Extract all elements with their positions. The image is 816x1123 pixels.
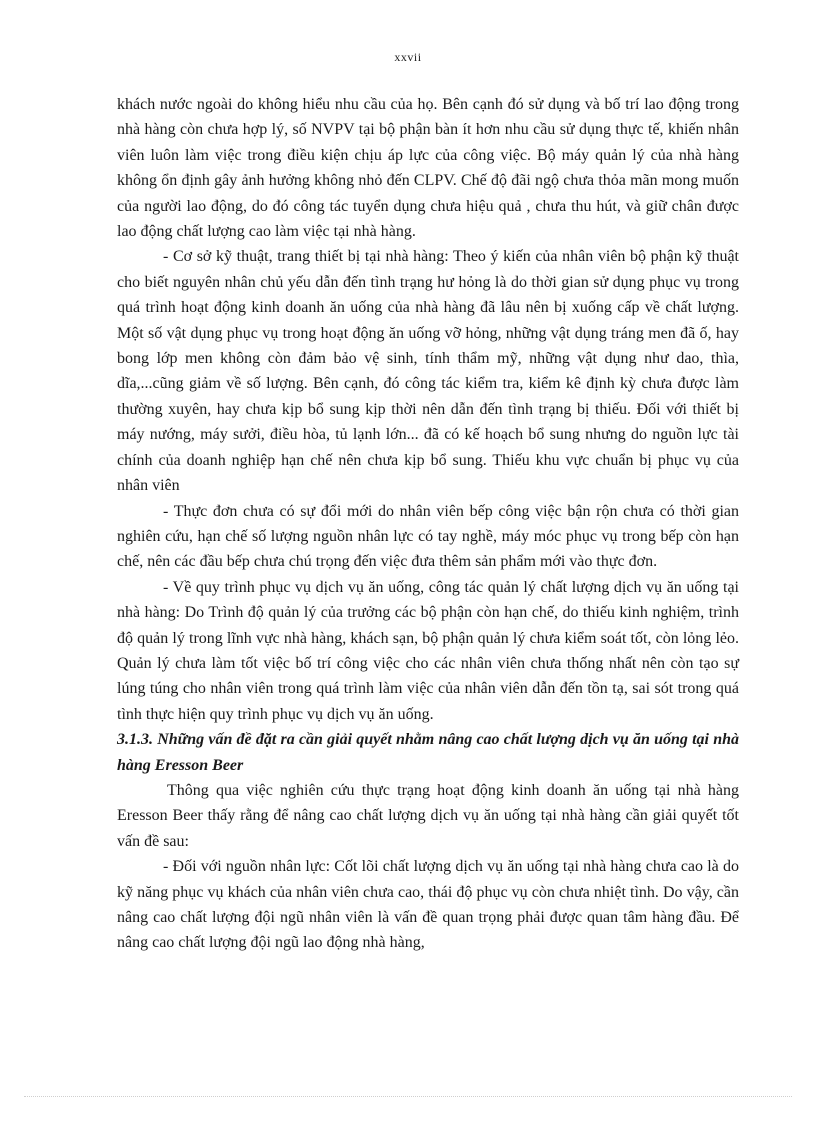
page-bottom-divider (24, 1096, 792, 1097)
paragraph-human-resources: - Đối với nguồn nhân lực: Cốt lõi chất lượng dịch vụ ăn uống tại nhà hàng chưa cao là do kỹ năng phục vụ khách của nhân viên chưa cao, thái độ phục vụ còn chưa nhiệt tình. Do vậy, cần nâng cao chất lượng đội ngũ nhân viên là vấn đề quan trọng phải được quan tâm hàng đầu. Để nâng cao chất lượng đội ngũ lao động nhà hàng, (117, 858, 739, 952)
section-heading: 3.1.3. Những vấn đề đặt ra cần giải quyết nhằm nâng cao chất lượng dịch vụ ăn uống tại nhà hàng Eresson Beer (117, 731, 739, 774)
page-number: xxvii (394, 50, 422, 64)
document-body (117, 92, 739, 956)
paragraph-menu: - Thực đơn chưa có sự đổi mới do nhân viên bếp công việc bận rộn chưa có thời gian nghiên cứu, hạn chế số lượng nguồn nhân lực có tay nghề, máy móc phục vụ trong bếp còn hạn chế, nên các đầu bếp chưa chú trọng đến việc đưa thêm sản phẩm mới vào thực đơn. (117, 502, 739, 571)
paragraph-staffing-continued: khách nước ngoài do không hiểu nhu cầu của họ. Bên cạnh đó sử dụng và bố trí lao động trong nhà hàng còn chưa hợp lý, số NVPV tại bộ phận bàn ít hơn nhu cầu sử dụng thực tế, khiến nhân viên luôn làm việc trong điều kiện chịu áp lực của công việc. Bộ máy quản lý của nhà hàng không ổn định gây ảnh hưởng không nhỏ đến CLPV. Chế độ đãi ngộ chưa thỏa mãn mong muốn của người lao động, do đó công tác tuyển dụng chưa hiệu quả , chưa thu hút, và giữ chân được lao động chất lượng cao làm việc tại nhà hàng. (117, 96, 739, 241)
paragraph-service-process: - Về quy trình phục vụ dịch vụ ăn uống, công tác quản lý chất lượng dịch vụ ăn uống tại nhà hàng: Do Trình độ quản lý của trưởng các bộ phận còn hạn chế, do thiếu kinh nghiệm, trình độ quản lý trong lĩnh vực nhà hàng, khách sạn, bộ phận quản lý chưa kiểm soát tốt, còn lỏng lẻo. Quản lý chưa làm tốt việc bố trí công việc cho các nhân viên chưa thống nhất nên còn tạo sự lúng túng cho nhân viên trong quá trình làm việc của nhân viên dẫn đến tồn tạ, sai sót trong quá tình thực hiện quy trình phục vụ dịch vụ ăn uống. (117, 578, 739, 723)
paragraph-facilities: - Cơ sở kỹ thuật, trang thiết bị tại nhà hàng: Theo ý kiến của nhân viên bộ phận kỹ thuật cho biết nguyên nhân chủ yếu dẫn đến tình trạng hư hỏng là do thời gian sử dụng phục vụ trong quá trình hoạt động kinh doanh ăn uống của nhà hàng đã lâu nên bị xuống cấp về chất lượng. Một số vật dụng phục vụ trong hoạt động ăn uống vỡ hỏng, những vật dụng tráng men đã ố, hay bong lớp men không còn đảm bảo vệ sinh, tính thẩm mỹ, những vật dụng như dao, thìa, dĩa,...cũng giảm về số lượng. Bên cạnh, đó công tác kiểm tra, kiểm kê định kỳ chưa được làm thường xuyên, hay chưa kịp bổ sung kịp thời nên dẫn đến tình trạng bị thiếu. Đối với thiết bị máy nướng, máy sưởi, điều hòa, tủ lạnh lớn... đã có kế hoạch bổ sung nhưng do nguồn lực tài chính của doanh nghiệp hạn chế nên chưa kịp bổ sung. Thiếu khu vực chuẩn bị phục vụ của nhân viên (117, 248, 739, 495)
paragraph-section-intro: Thông qua việc nghiên cứu thực trạng hoạt động kinh doanh ăn uống tại nhà hàng Eresson Beer thấy rằng để nâng cao chất lượng dịch vụ ăn uống tại nhà hàng cần giải quyết tốt vấn đề sau: (117, 781, 739, 850)
